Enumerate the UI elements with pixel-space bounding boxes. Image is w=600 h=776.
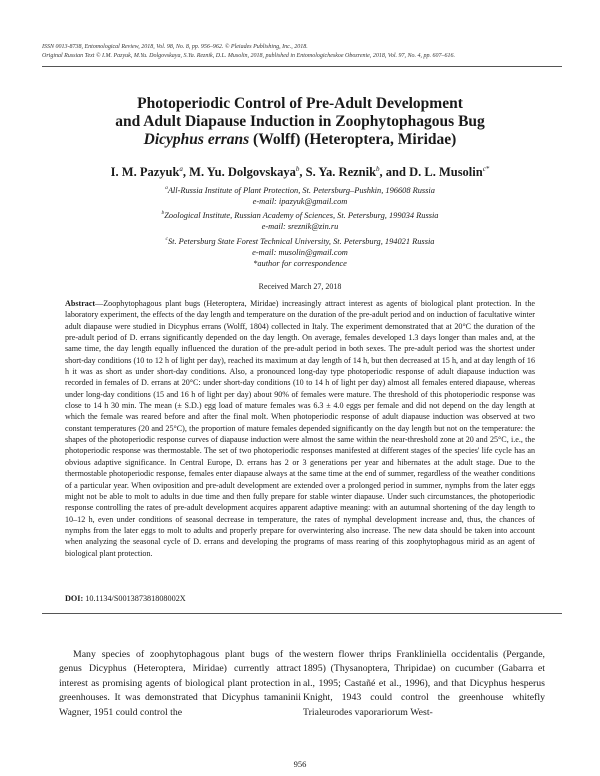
author-list: I. M. Pazyuk$^a$, M. Yu. Dolgovskaya$^b$, S. Ya. Reznik$^b$, and D. L. Musolin$^{c*}$ [110,165,490,179]
body-paragraph: western flower thrips Frankliniella occidentalis (Pergande, 1895) (Thysanoptera, Thripidae) on cucumber (Gabarra et al., 1995; Castañé et al., 1996), and that Dicyphus hesperus Knight, 1943 could control the greenhouse whitefly Trialeurodes vaporariorum West- [303,649,545,718]
title-line-3 [40,131,560,149]
header-rule [42,66,562,67]
affiliation-email: e-mail: sreznik@zin.ru [261,222,339,232]
received-date: Received March 27, 2018 [258,282,342,291]
affiliation-org: All-Russia Institute of Plant Protection, St. Petersburg–Pushkin, 196608 Russia [167,186,435,195]
author-mark: a [179,165,183,173]
article-title [40,95,560,149]
author-name: S. Ya. Reznik [305,165,377,179]
affiliation-org: St. Petersburg State Forest Technical University, St. Petersburg, 194021 Russia [167,237,435,246]
affiliation-a [40,185,560,207]
affiliation-mark: c [165,236,168,242]
abstract-text: —Zoophytophagous plant bugs (Heteroptera, Miridae) increasingly attract interest as agents of biological plant protection. In the laboratory experiment, the effects of the day length and temperature on the duration of the pre-adult period and on induction of facultative winter adult diapause were studied in Dicyphus errans (Wolff, 1804) collected in Italy. The experiment demonstrated that at 20°C the duration of the pre-adult period of D. errans significantly depended on the day length. On average, females developed 1.3 days longer than males and, at the same time, the day length equally influenced the duration of the pre-adult period in both sexes. The pre-adult period was the shortest under short-day conditions (10 to 12 h of light per day), reached its maximum at day length of 14 h, but then decreased at 15 h, and at day length of 16 h it was as short as under short-day conditions. Also, a pronounced long-day type photoperiodic response of adult diapause induction was recorded in females of D. errans at 20°C: under short-day conditions (10 to 14 h of light per day) almost all females entered diapause, whereas under long-day conditions (15 and 16 h of light per day) about 90% of females were mature. The threshold of this photoperiodic response was close to 14 h 30 min. The mean (± S.D.) egg load of mature females was 6.3 ± 4.0 eggs per female and did not depend on the day length at which the female was reared before and after the final molt. When photoperiodic response of adult diapause induction was observed at two constant temperatures (20 and 25°C), the proportion of mature females depended significantly on the day length but not on the temperature: the shapes of the photoperiodic response curves of diapause induction were almost the same within the near-threshold zone at 20 and 25°C, i.e., the photoperiodic response was thermostable. The set of two photoperiodic responses manifested at different stages of the species' life cycle has an obvious adaptive significance. In Central Europe, D. errans has 2 or 3 generations per year and hibernates at the adult stage. Due to the thermostable photoperiodic response, females enter diapause always at the same time at the end of summer, regardless of the weather conditions of a particular year. When oviposition and pre-adult development are extended over a prolonged period in summer, nymphs from the later eggs might not be able to molt to adults in due time and then fully prepare for stable winter diapause. Under such circumstances, the photoperiodic response controlling the rates of pre-adult development acquires apparent adaptive meaning: with an autumnal shortening of the day length to 10–12 h, even under conditions of seasonal decrease in temperature, the rates of nymphal development increase and, thus, the chances of nymphs from the later eggs to molt to adults and properly prepare for overwintering also increase. The new data should be taken into account when analyzing the seasonal cycle of D. errans and developing the programs of mass rearing of this zoophytophagous mirid as an agent of biological plant protection. [65,299,535,558]
affiliation-mark: a [165,185,168,191]
doi-label: DOI: [65,594,84,603]
author-name: M. Yu. Dolgovskaya [189,165,296,179]
body-column-right [303,648,545,720]
author-mark: b [295,165,300,173]
doi [65,594,186,603]
title-line-2: and Adult Diapause Induction in Zoophytophagous Bug [115,113,485,130]
title-line-1: Photoperiodic Control of Pre-Adult Development [137,95,463,112]
affiliation-email: e-mail: ipazyuk@gmail.com [252,197,348,207]
affiliation-mark: b [161,210,165,216]
page-number: 956 [293,759,307,769]
author-mark: b [376,165,380,173]
affiliation-c [40,236,560,270]
author-mark: c* [482,165,490,173]
title-species: Dicyphus errans [143,131,250,148]
header-issn-line: ISSN 0013-8738, Entomological Review, 2018, Vol. 98, No. 8, pp. 956–962. © Pleiades Publishing, Inc., 2018. [42,44,308,50]
doi-value: 10.1134/S001387381808002X [85,594,186,603]
author-name: and D. L. Musolin [385,165,483,179]
running-header [42,43,562,61]
abstract-rule [42,613,562,614]
title-line-3-rest: (Wolff) (Heteroptera, Miridae) [249,131,457,148]
abstract [65,298,535,559]
affiliation-org: Zoological Institute, Russian Academy of Sciences, St. Petersburg, 199034 Russia [164,211,439,220]
body-paragraph: Many species of zoophytophagous plant bugs of the genus Dicyphus (Heteroptera, Miridae) currently attract interest as promising agents of biological plant protection in greenhouses. It was demonstrated that Dicyphus tamaninii Wagner, 1951 could control the [59,649,301,718]
body-column-left [59,648,301,720]
abstract-label: Abstract [65,299,96,308]
correspondence-note: *author for correspondence [253,259,347,269]
author-name: I. M. Pazyuk [110,165,180,179]
affiliation-b [40,210,560,232]
affiliation-email: e-mail: musolin@gmail.com [252,248,348,258]
header-original-line: Original Russian Text © I.M. Pazyuk, M.Yu. Dolgovskaya, S.Ya. Reznik, D.L. Musolin, 2018, published in Entomologicheskoe Obozrenie, 2018, Vol. 97, No. 4, pp. 607–616. [42,53,455,59]
